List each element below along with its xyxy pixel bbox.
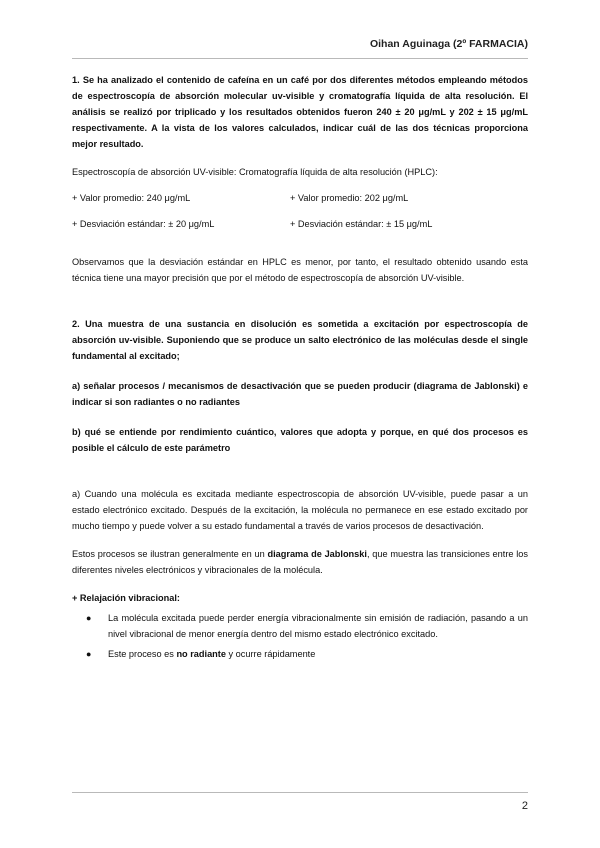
answer-a-paragraph: a) Cuando una molécula es excitada mediante espectroscopia de absorción UV-visible, puede pasar a un estado electrónico excitado. Después de la excitación, la molécula no permanece en ese estado excitado por mucho tiempo y puede volver a su estado fundamental a través de varios procesos de desactivación. (72, 489, 528, 531)
question-2-text: Una muestra de una sustancia en disolución es sometida a excitación por espectroscopía de absorción uv-visible. Suponiendo que se produce un salto electrónico de las moléculas desde el single fundamental al excitado; (72, 319, 528, 361)
uv-deviation: + Desviación estándar: ± 20 μg/mL (72, 219, 215, 229)
question-1-number: 1. (72, 75, 80, 85)
footer-rule (72, 792, 528, 793)
jablonski-text-after: , que muestra las transiciones entre los diferentes niveles electrónicos y vibracionales de la molécula. (72, 549, 528, 575)
question-2a: a) señalar procesos / mecanismos de desactivación que se pueden producir (diagrama de Jablonski) e indicar si son radiantes o no radiantes (72, 381, 528, 407)
question-1-text: Se ha analizado el contenido de cafeína en un café por dos diferentes métodos empleando métodos de espectroscopía de absorción molecular uv-visible y cromatografía líquida de alta resolución. El análisis se realizó por triplicado y los resultados obtenidos fueron 240 ± 20 μg/mL y 202 ± 15 μg/mL respectivamente. A la vista de los valores calculados, indicar cuál de las dos técnicas proporciona mejor resultado. (72, 75, 528, 149)
jablonski-text-before: Estos procesos se ilustran generalmente en un (72, 549, 268, 559)
page-number: 2 (521, 800, 528, 812)
conclusion-paragraph: Observamos que la desviación estándar en HPLC es menor, por tanto, el resultado obtenido usando esta técnica tiene una mayor precisión que por el método de espectroscopía de absorción UV-visible. (72, 257, 528, 283)
list-item (86, 646, 528, 662)
relaxation-heading: + Relajación vibracional: (72, 593, 180, 603)
bullet-2-bold: no radiante (176, 649, 226, 659)
bullet-dot-icon: ● (86, 649, 92, 659)
hplc-deviation: + Desviación estándar: ± 15 μg/mL (290, 219, 433, 229)
page-content (72, 72, 528, 666)
bullet-dot-icon: ● (86, 613, 92, 623)
question-2-number: 2. (72, 319, 80, 329)
hplc-average: + Valor promedio: 202 μg/mL (290, 193, 409, 203)
results-row-deviation (72, 216, 528, 232)
methods-line: Espectroscopía de absorción UV-visible: Cromatografía líquida de alta resolución (HPLC): (72, 167, 438, 177)
jablonski-bold: diagrama de Jablonski (267, 549, 367, 559)
header-rule (72, 58, 528, 59)
results-row-average (72, 190, 528, 206)
question-2 (72, 316, 528, 364)
uv-average: + Valor promedio: 240 μg/mL (72, 193, 191, 203)
bullet-2-after: y ocurre rápidamente (225, 649, 316, 659)
bullet-1-text: La molécula excitada puede perder energía vibracionalmente sin emisión de radiación, pasando a un nivel vibracional de menor energía dentro del mismo estado electrónico excitado. (108, 613, 528, 639)
relaxation-bullet-list (72, 610, 528, 662)
question-2b: b) qué se entiende por rendimiento cuántico, valores que adopta y porque, en qué dos procesos es posible el cálculo de este parámetro (72, 427, 528, 453)
page-header-author: Oihan Aguinaga (2º FARMACIA) (369, 38, 528, 50)
bullet-2-before: Este proceso es (108, 649, 177, 659)
list-item (86, 610, 528, 642)
question-1 (72, 72, 528, 152)
jablonski-paragraph (72, 546, 528, 578)
